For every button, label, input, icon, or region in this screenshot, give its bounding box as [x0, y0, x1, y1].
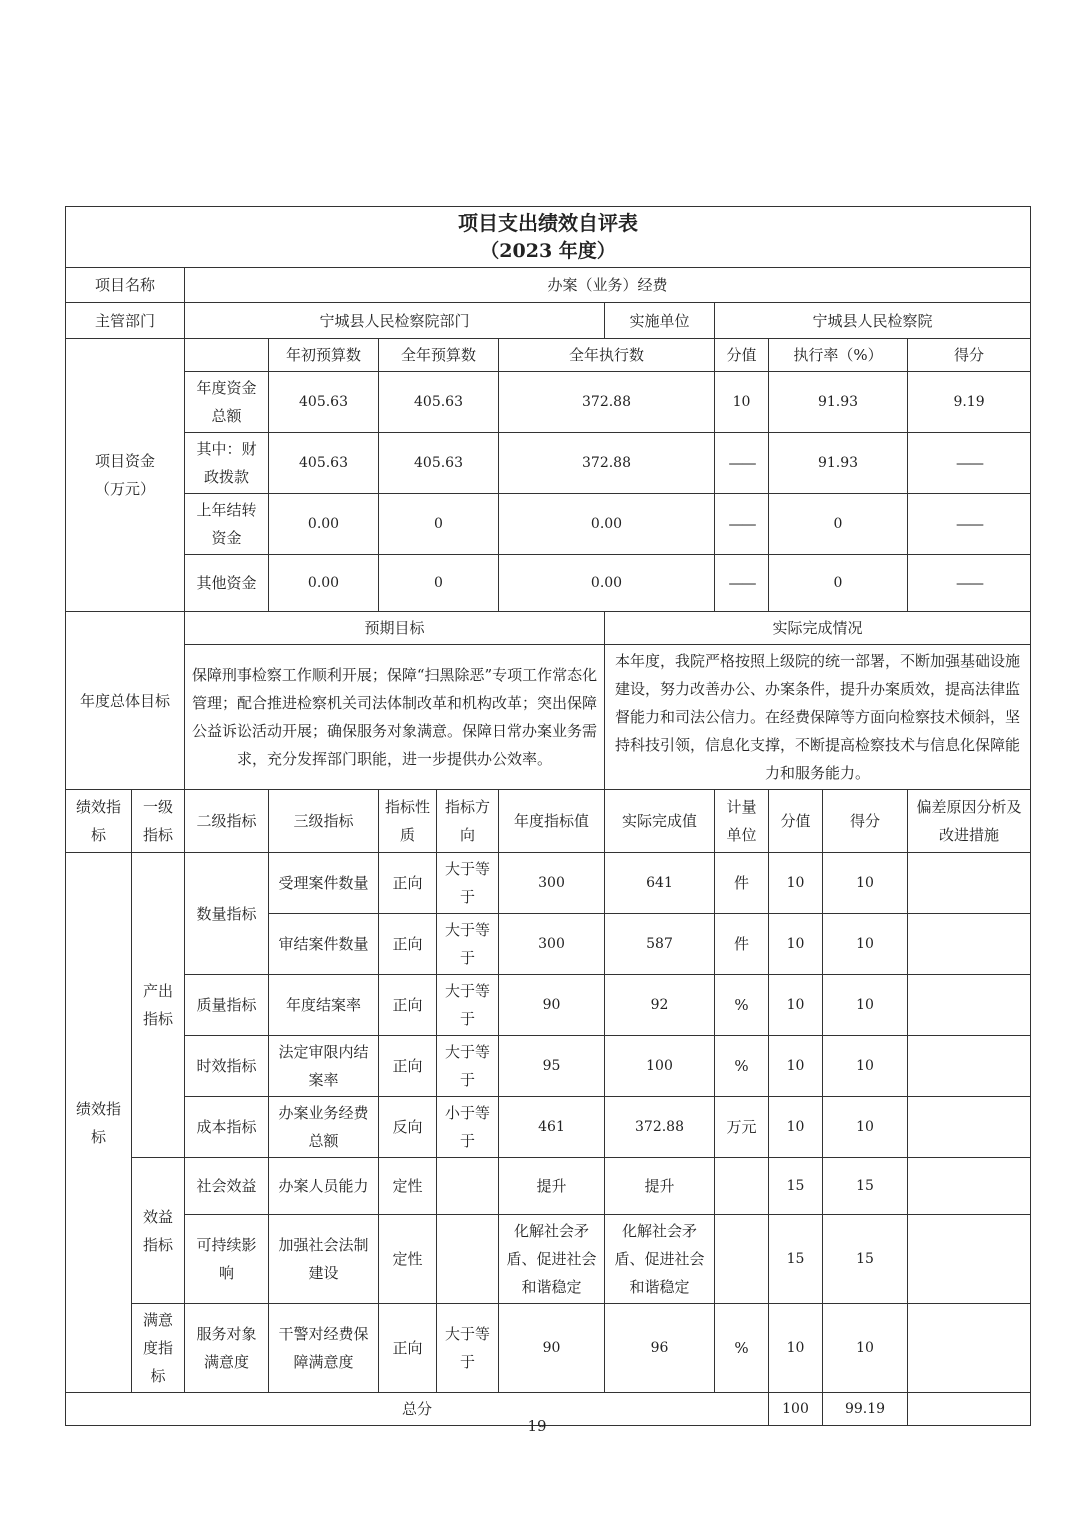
indicator-name: 法定审限内结案率	[269, 1036, 379, 1097]
indicator-direction: 大于等于	[437, 853, 499, 914]
indicator-actual: 587	[605, 914, 715, 975]
funds-row-initial: 0.00	[269, 555, 379, 612]
indicator-name: 办案人员能力	[269, 1158, 379, 1215]
indicator-direction: 大于等于	[437, 975, 499, 1036]
level1-output: 产出指标	[132, 853, 185, 1158]
total-label: 总分	[66, 1393, 769, 1426]
indicator-unit: 件	[715, 853, 769, 914]
indicator-score: 15	[823, 1158, 908, 1215]
indicator-weight: 10	[769, 1097, 823, 1158]
indicator-nature: 定性	[379, 1158, 437, 1215]
indicator-actual: 92	[605, 975, 715, 1036]
indicator-target: 化解社会矛盾、促进社会和谐稳定	[499, 1215, 605, 1304]
dept-value: 宁城县人民检察院部门	[185, 303, 605, 339]
indicator-header-target: 年度指标值	[499, 790, 605, 853]
indicator-header-direction: 指标方向	[437, 790, 499, 853]
funds-row-name: 其中：财政拨款	[185, 433, 269, 494]
indicator-header-nature: 指标性质	[379, 790, 437, 853]
funds-row-name: 上年结转资金	[185, 494, 269, 555]
indicator-weight: 10	[769, 914, 823, 975]
indicator-score: 10	[823, 1036, 908, 1097]
indicator-unit: 件	[715, 914, 769, 975]
funds-row-name: 其他资金	[185, 555, 269, 612]
level2-quantity: 数量指标	[185, 853, 269, 975]
unit-value: 宁城县人民检察院	[715, 303, 1031, 339]
indicator-actual: 372.88	[605, 1097, 715, 1158]
indicator-name: 年度结案率	[269, 975, 379, 1036]
project-name-value: 办案（业务）经费	[185, 268, 1031, 303]
indicator-direction: 小于等于	[437, 1097, 499, 1158]
indicator-deviation	[908, 1158, 1031, 1215]
funds-row-executed: 372.88	[499, 433, 715, 494]
indicator-group-label: 绩效指标	[66, 853, 132, 1393]
indicator-header-weight: 分值	[769, 790, 823, 853]
indicator-actual: 641	[605, 853, 715, 914]
indicator-direction	[437, 1158, 499, 1215]
indicator-weight: 10	[769, 1304, 823, 1393]
indicator-nature: 正向	[379, 1304, 437, 1393]
indicator-deviation	[908, 1215, 1031, 1304]
indicator-actual: 提升	[605, 1158, 715, 1215]
indicator-unit: 万元	[715, 1097, 769, 1158]
indicator-header-score: 得分	[823, 790, 908, 853]
indicator-actual: 化解社会矛盾、促进社会和谐稳定	[605, 1215, 715, 1304]
indicator-target: 461	[499, 1097, 605, 1158]
indicator-weight: 10	[769, 853, 823, 914]
indicator-header-deviation: 偏差原因分析及改进措施	[908, 790, 1031, 853]
funds-row-name: 年度资金总额	[185, 372, 269, 433]
indicator-name: 办案业务经费总额	[269, 1097, 379, 1158]
funds-row-rate: 91.93	[769, 433, 908, 494]
indicator-target: 90	[499, 1304, 605, 1393]
funds-row-score: ——	[908, 494, 1031, 555]
table-title-cell	[66, 207, 1031, 268]
indicator-direction: 大于等于	[437, 914, 499, 975]
indicator-nature: 正向	[379, 1036, 437, 1097]
dept-label: 主管部门	[66, 303, 185, 339]
indicator-header-col1: 绩效指标	[66, 790, 132, 853]
indicator-deviation	[908, 975, 1031, 1036]
funds-row-weight: ——	[715, 433, 769, 494]
actual-completion-header: 实际完成情况	[605, 612, 1031, 645]
funds-header-annual: 全年预算数	[379, 339, 499, 372]
indicator-target: 300	[499, 914, 605, 975]
funds-label	[66, 339, 185, 612]
indicator-header-unit: 计量单位	[715, 790, 769, 853]
indicator-score: 10	[823, 914, 908, 975]
indicator-direction: 大于等于	[437, 1036, 499, 1097]
page-subtitle: （2023 年度）	[480, 240, 616, 262]
funds-row-initial: 0.00	[269, 494, 379, 555]
indicator-header-level2: 二级指标	[185, 790, 269, 853]
level2-quality: 质量指标	[185, 975, 269, 1036]
indicator-deviation	[908, 853, 1031, 914]
indicator-actual: 100	[605, 1036, 715, 1097]
project-name-label: 项目名称	[66, 268, 185, 303]
funds-row-annual: 405.63	[379, 433, 499, 494]
funds-header-score: 得分	[908, 339, 1031, 372]
funds-row-initial: 405.63	[269, 433, 379, 494]
funds-row-rate: 0	[769, 494, 908, 555]
level2-timeliness: 时效指标	[185, 1036, 269, 1097]
indicator-deviation	[908, 914, 1031, 975]
funds-header-weight: 分值	[715, 339, 769, 372]
actual-completion-text: 本年度，我院严格按照上级院的统一部署，不断加强基础设施建设，努力改善办公、办案条件，提升办案质效，提高法律监督能力和司法公信力。在经费保障等方面向检察技术倾斜，坚持科技引领，信息化支撑，不断提高检察技术与信息化保障能力和服务能力。	[605, 645, 1031, 790]
performance-self-evaluation-table	[65, 206, 1031, 1426]
indicator-unit	[715, 1215, 769, 1304]
funds-header-executed: 全年执行数	[499, 339, 715, 372]
level2-cost: 成本指标	[185, 1097, 269, 1158]
indicator-nature: 正向	[379, 975, 437, 1036]
funds-row-annual: 405.63	[379, 372, 499, 433]
indicator-unit	[715, 1158, 769, 1215]
indicator-unit: %	[715, 1304, 769, 1393]
funds-row-weight: ——	[715, 555, 769, 612]
funds-row-score: ——	[908, 555, 1031, 612]
indicator-target: 90	[499, 975, 605, 1036]
indicator-direction: 大于等于	[437, 1304, 499, 1393]
total-score: 99.19	[823, 1393, 908, 1426]
indicator-score: 15	[823, 1215, 908, 1304]
indicator-unit: %	[715, 1036, 769, 1097]
indicator-deviation	[908, 1036, 1031, 1097]
indicator-nature: 反向	[379, 1097, 437, 1158]
indicator-direction	[437, 1215, 499, 1304]
indicator-score: 10	[823, 1304, 908, 1393]
funds-header-rate: 执行率（%）	[769, 339, 908, 372]
funds-row-initial: 405.63	[269, 372, 379, 433]
indicator-header-level3: 三级指标	[269, 790, 379, 853]
expected-goal-header: 预期目标	[185, 612, 605, 645]
indicator-weight: 15	[769, 1215, 823, 1304]
funds-header-initial: 年初预算数	[269, 339, 379, 372]
funds-header-blank	[185, 339, 269, 372]
funds-row-annual: 0	[379, 555, 499, 612]
indicator-name: 受理案件数量	[269, 853, 379, 914]
indicator-nature: 定性	[379, 1215, 437, 1304]
page-title: 项目支出绩效自评表	[458, 211, 639, 235]
annual-goal-label: 年度总体目标	[66, 612, 185, 790]
funds-row-weight: 10	[715, 372, 769, 433]
indicator-name: 干警对经费保障满意度	[269, 1304, 379, 1393]
funds-row-executed: 0.00	[499, 494, 715, 555]
indicator-unit: %	[715, 975, 769, 1036]
indicator-header-level1: 一级指标	[132, 790, 185, 853]
indicator-name: 加强社会法制建设	[269, 1215, 379, 1304]
indicator-deviation	[908, 1304, 1031, 1393]
indicator-target: 95	[499, 1036, 605, 1097]
indicator-deviation	[908, 1097, 1031, 1158]
indicator-nature: 正向	[379, 914, 437, 975]
expected-goal-text: 保障刑事检察工作顺利开展；保障“扫黑除恶”专项工作常态化管理；配合推进检察机关司法体制改革和机构改革；突出保障公益诉讼活动开展；确保服务对象满意。保障日常办案业务需求，充分发挥部门职能，进一步提供办公效率。	[185, 645, 605, 790]
unit-label: 实施单位	[605, 303, 715, 339]
funds-row-executed: 0.00	[499, 555, 715, 612]
funds-row-rate: 91.93	[769, 372, 908, 433]
indicator-weight: 15	[769, 1158, 823, 1215]
funds-row-weight: ——	[715, 494, 769, 555]
total-weight: 100	[769, 1393, 823, 1426]
level2-service: 服务对象满意度	[185, 1304, 269, 1393]
funds-label-line1: 项目资金	[94, 452, 155, 470]
funds-row-executed: 372.88	[499, 372, 715, 433]
indicator-score: 10	[823, 853, 908, 914]
funds-label-line2: （万元）	[94, 480, 155, 498]
level1-satisfaction: 满意度指标	[132, 1304, 185, 1393]
indicator-score: 10	[823, 1097, 908, 1158]
indicator-name: 审结案件数量	[269, 914, 379, 975]
indicator-target: 300	[499, 853, 605, 914]
indicator-weight: 10	[769, 975, 823, 1036]
funds-row-score: 9.19	[908, 372, 1031, 433]
funds-row-annual: 0	[379, 494, 499, 555]
page-number: 19	[527, 1417, 547, 1435]
level2-social: 社会效益	[185, 1158, 269, 1215]
funds-row-rate: 0	[769, 555, 908, 612]
indicator-actual: 96	[605, 1304, 715, 1393]
indicator-nature: 正向	[379, 853, 437, 914]
level1-benefit: 效益指标	[132, 1158, 185, 1304]
indicator-header-actual: 实际完成值	[605, 790, 715, 853]
indicator-target: 提升	[499, 1158, 605, 1215]
indicator-score: 10	[823, 975, 908, 1036]
funds-row-score: ——	[908, 433, 1031, 494]
indicator-weight: 10	[769, 1036, 823, 1097]
level2-sustainable: 可持续影响	[185, 1215, 269, 1304]
